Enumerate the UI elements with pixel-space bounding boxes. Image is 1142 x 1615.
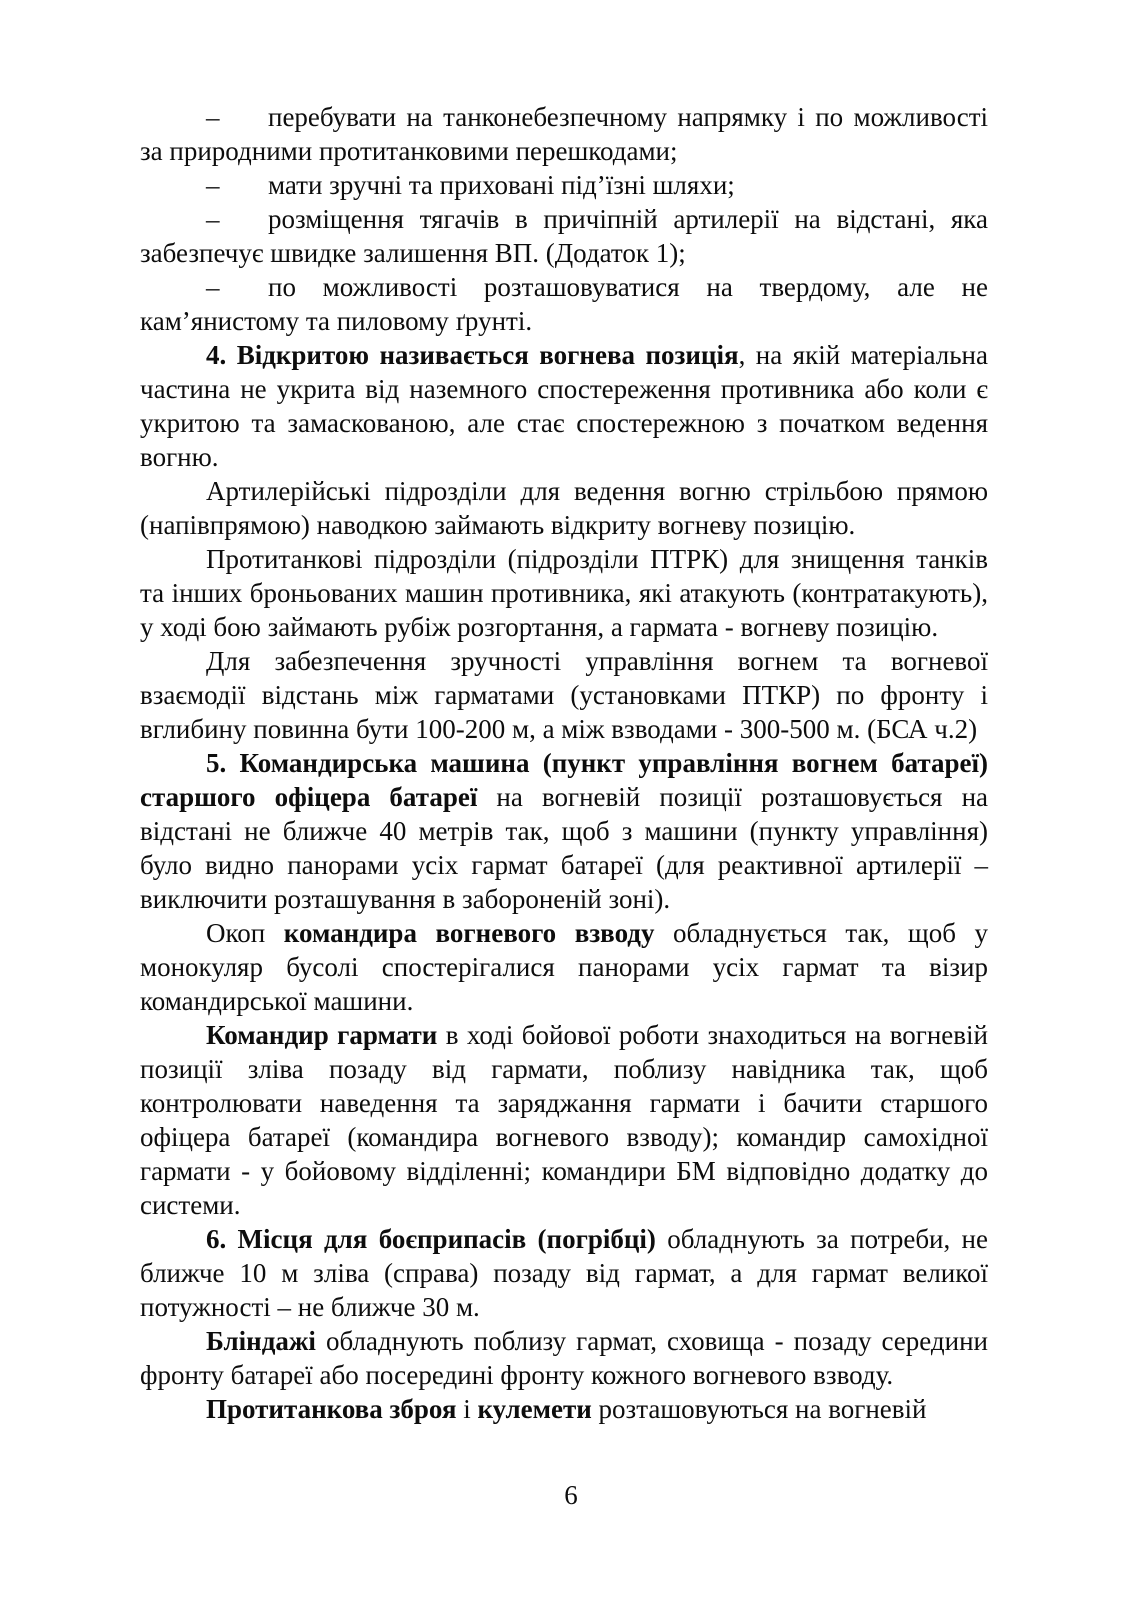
page-number: 6	[564, 1480, 578, 1510]
paragraph-12	[140, 1222, 988, 1324]
text-run: Окоп	[206, 918, 284, 948]
text-run: Протитанкові підрозділи (підрозділи ПТРК) для знищення танків та інших броньованих машин противника, які атакують (контратакують), у ході бою займають рубіж розгортання, а гармата - вогневу позицію.	[140, 544, 988, 642]
text-run: на вогневій позиції розташовується на відстані не ближче 40 метрів так, щоб з машини (пункту управління) було видно панорами усіх гармат батареї (для реактивної артилерії – виключити розташування в забороненій зоні).	[140, 782, 989, 914]
bold-run: Протитанкова зброя	[206, 1394, 457, 1424]
text-run: мати зручні та приховані під’їзні шляхи;	[268, 170, 735, 200]
text-run: по можливості розташовуватися на твердому, але не кам’янистому та пиловому ґрунті.	[140, 272, 988, 336]
bold-run: кулемети	[477, 1394, 592, 1424]
text-run: Для забезпечення зручності управління вогнем та вогневої взаємодії відстань між гарматами (установками ПТКР) по фронту і вглибину повинна бути 100-200 м, а між взводами - 300-500 м. (БСА ч.2)	[140, 646, 988, 744]
bold-run: 4. Відкритою називається вогнева позиція	[206, 340, 739, 370]
paragraph-03	[140, 202, 988, 270]
dash-marker: –	[206, 170, 220, 200]
paragraph-09	[140, 746, 988, 916]
text-run: перебувати на танконебезпечному напрямку і по можливості за природними протитанковими перешкодами;	[140, 102, 988, 166]
text-run: Артилерійські підрозділи для ведення вогню стрільбою прямою (напівпрямою) наводкою займають відкриту вогневу позицію.	[140, 476, 988, 540]
dash-marker: –	[206, 204, 220, 234]
paragraph-11	[140, 1018, 988, 1222]
text-run: обладнується так, щоб у монокуляр бусолі спостерігалися панорами усіх гармат та візир командирської машини.	[140, 918, 988, 1016]
text-run: і	[456, 1394, 478, 1424]
bold-run: командира вогневого взводу	[283, 918, 655, 948]
bold-run: 6. Місця для боєприпасів (погрібці)	[206, 1224, 656, 1254]
paragraph-07	[140, 542, 988, 644]
bold-run: Бліндажі	[206, 1326, 316, 1356]
paragraph-02	[140, 168, 988, 202]
paragraph-01	[140, 100, 988, 168]
paragraph-10	[140, 916, 988, 1018]
bold-run: 5. Командирська машина (пункт управління вогнем батареї) старшого офіцера батареї	[140, 748, 988, 812]
paragraph-08	[140, 644, 988, 746]
text-run: розміщення тягачів в причіпній артилерії на відстані, яка забезпечує швидке залишення ВП. (Додаток 1);	[140, 204, 988, 268]
paragraph-13	[140, 1324, 988, 1392]
paragraph-14	[140, 1392, 988, 1426]
dash-marker: –	[206, 102, 220, 132]
text-run: розташовуються на вогневій	[591, 1394, 927, 1424]
text-run: в ході бойової роботи знаходиться на вогневій позиції зліва позаду від гармати, поблизу навідника так, щоб контролювати наведення та заряджання гармати і бачити старшого офіцера батареї (командира вогневого взводу); командир самохідної гармати - у бойовому відділенні; командири БМ відповідно додатку до системи.	[140, 1020, 988, 1220]
bold-run: Командир гармати	[206, 1020, 438, 1050]
text-run: обладнують поблизу гармат, сховища - позаду середини фронту батареї або посередині фронту кожного вогневого взводу.	[140, 1326, 988, 1390]
paragraph-04	[140, 270, 988, 338]
text-block	[140, 100, 988, 1426]
paragraph-06	[140, 474, 988, 542]
dash-marker: –	[206, 272, 220, 302]
paragraph-05	[140, 338, 988, 474]
text-run: обладнують за потреби, не ближче 10 м зліва (справа) позаду від гармат, а для гармат великої потужності – не ближче 30 м.	[140, 1224, 988, 1322]
text-run: , на якій матеріальна частина не укрита від наземного спостереження противника або коли є укритою та замаскованою, але стає спостережною з початком ведення вогню.	[140, 340, 988, 472]
